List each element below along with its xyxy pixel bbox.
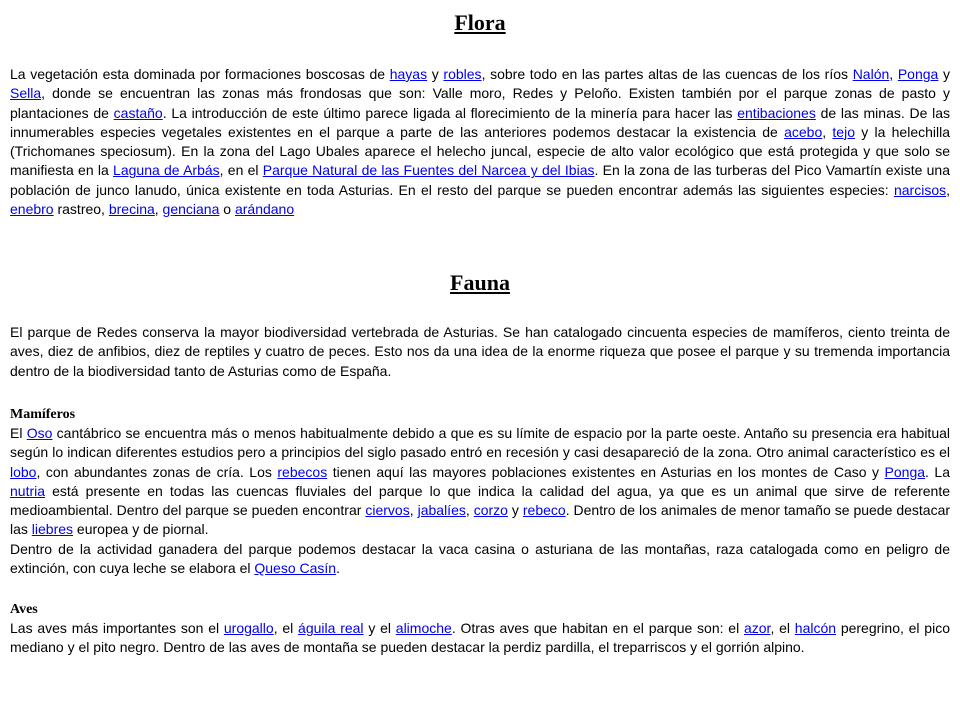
- link-enebro[interactable]: enebro: [10, 201, 54, 218]
- text-span: y: [507, 502, 523, 519]
- link-entibaciones[interactable]: entibaciones: [737, 104, 816, 121]
- text-span: El: [10, 425, 27, 441]
- link-liebres[interactable]: liebres: [31, 521, 74, 538]
- link-halcon[interactable]: halcón: [794, 620, 837, 636]
- text-span: Dentro de la actividad ganadera del parque podemos destacar la vaca casina o asturiana de las montañas, raza catalogada como en peligro de extinción, con cuya leche se elabora el: [10, 540, 950, 577]
- text-span: . Dentro de los animales de menor tamaño se puede destacar las: [10, 502, 951, 538]
- text-span: , en el: [219, 162, 263, 179]
- link-urogallo[interactable]: urogallo: [223, 620, 274, 636]
- mamiferos-section: [10, 405, 950, 578]
- text-span: y el: [363, 620, 396, 636]
- text-span: . La introducción de este último parece ligada al florecimiento de la minería para hacer las: [162, 104, 738, 121]
- text-span: , el: [770, 620, 795, 636]
- text-span: , donde se encuentran las zonas más frondosas que son: Valle moro, Redes y Peloño. Existen también por el parque zonas de pasto y plantaciones de: [10, 85, 950, 121]
- link-nalon[interactable]: Nalón: [852, 66, 890, 82]
- link-tejo[interactable]: tejo: [832, 123, 855, 140]
- aves-heading: Aves: [10, 602, 38, 617]
- aves-paragraph: [10, 619, 950, 658]
- text-span: La vegetación esta dominada por formaciones boscosas de: [10, 66, 390, 82]
- link-robles[interactable]: robles: [443, 66, 482, 82]
- link-jabalies[interactable]: jabalíes: [417, 502, 466, 519]
- text-span: ,: [409, 502, 418, 519]
- text-span: está presente en todas las cuencas fluviales del parque lo que indica la calidad del agua, ya que es un animal que sirve de referente medioambiental. Dentro del parque se pueden encontrar: [10, 482, 950, 519]
- text-span: cantábrico se encuentra más o menos habitualmente debido a que es su límite de espacio por la parte oeste. Antaño su presencia era habitual según lo indican diferentes estudios pero a principios del siglo pasado entró en recesión y casi desapareció de la zona. Otro animal característico es el: [10, 425, 951, 461]
- link-arandano[interactable]: arándano: [234, 201, 295, 218]
- link-parque-natural-de-las-fuentes-del-narcea-y-del-ibias[interactable]: Parque Natural de las Fuentes del Narcea y del Ibias: [262, 162, 595, 179]
- flora-heading: Flora: [454, 10, 506, 35]
- text-span: ,: [154, 201, 163, 218]
- ganaderia-paragraph: [10, 540, 950, 579]
- mamiferos-heading: Mamíferos: [10, 407, 76, 422]
- text-span: Las aves más importantes son el: [10, 620, 224, 636]
- text-span: , el: [273, 620, 299, 636]
- text-span: , sobre todo en las partes altas de las cuencas de los ríos: [481, 66, 853, 82]
- link-queso-casin[interactable]: Queso Casín: [254, 560, 337, 577]
- text-span: ,: [822, 123, 833, 140]
- text-span: . La: [925, 463, 950, 480]
- link-alimoche[interactable]: alimoche: [395, 620, 452, 636]
- text-span: ,: [946, 181, 950, 198]
- text-span: o: [219, 201, 235, 218]
- link-ciervos[interactable]: ciervos: [365, 502, 410, 519]
- mamiferos-paragraph: [10, 424, 950, 540]
- link-ponga[interactable]: Ponga: [897, 66, 939, 82]
- link-lobo[interactable]: lobo: [10, 463, 37, 480]
- link-rebeco[interactable]: rebeco: [522, 502, 566, 519]
- text-span: europea y de piornal.: [73, 521, 209, 538]
- text-span: y: [427, 66, 444, 82]
- flora-paragraph: [10, 65, 950, 219]
- link-ponga[interactable]: Ponga: [884, 463, 926, 480]
- link-azor[interactable]: azor: [743, 620, 771, 636]
- link-brecina[interactable]: brecina: [108, 201, 155, 218]
- text-span: y la helechilla (Trichomanes speciosum). En la zona del Lago Ubales aparece el helecho juncal, especie de alto valor ecológico que está protegida y que solo se manifiesta en la: [10, 123, 951, 179]
- fauna-intro-paragraph: El parque de Redes conserva la mayor biodiversidad vertebrada de Asturias. Se han catalogado cincuenta especies de mamíferos, ciento treinta de aves, diez de anfibios, diez de reptiles y cuatro de peces. Esto nos da una idea de la enorme riqueza que posee el parque y su tremenda importancia dentro de la biodiversidad tanto de Asturias como de España.: [10, 324, 950, 379]
- text-span: y: [938, 66, 950, 82]
- link-corzo[interactable]: corzo: [473, 502, 508, 519]
- fauna-heading: Fauna: [450, 270, 510, 295]
- link-castano[interactable]: castaño: [113, 104, 163, 121]
- link-oso[interactable]: Oso: [26, 425, 53, 441]
- link-hayas[interactable]: hayas: [389, 66, 428, 82]
- link-rebecos[interactable]: rebecos: [277, 463, 328, 480]
- link-narcisos[interactable]: narcisos: [893, 181, 947, 198]
- link-sella[interactable]: Sella: [10, 85, 42, 102]
- text-span: , con abundantes zonas de cría. Los: [36, 463, 278, 480]
- link-acebo[interactable]: acebo: [784, 123, 823, 140]
- text-span: ,: [889, 66, 898, 82]
- text-span: tienen aquí las mayores poblaciones existentes en Asturias en los montes de Caso y: [327, 463, 885, 480]
- link-aguila-real[interactable]: águila real: [298, 620, 364, 636]
- text-span: de las minas. De las innumerables especies vegetales existentes en el parque a parte de las anteriores podemos destacar la existencia de: [10, 104, 951, 140]
- text-span: rastreo,: [53, 201, 109, 218]
- text-span: . Otras aves que habitan en el parque son: el: [451, 620, 744, 636]
- link-genciana[interactable]: genciana: [162, 201, 220, 218]
- text-span: .: [336, 560, 340, 577]
- link-laguna-de-arbas[interactable]: Laguna de Arbás: [113, 162, 220, 179]
- aves-section: [10, 600, 950, 658]
- text-span: ,: [465, 502, 474, 519]
- text-span: . En la zona de las turberas del Pico Vamartín existe una población de junco lanudo, única existente en toda Asturias. En el resto del parque se pueden encontrar además las siguientes especies:: [10, 162, 950, 198]
- link-nutria[interactable]: nutria: [10, 482, 46, 499]
- text-span: peregrino, el pico mediano y el pito negro. Dentro de las aves de montaña se pueden destacar la perdiz pardilla, el treparriscos y el gorrión alpino.: [10, 620, 950, 656]
